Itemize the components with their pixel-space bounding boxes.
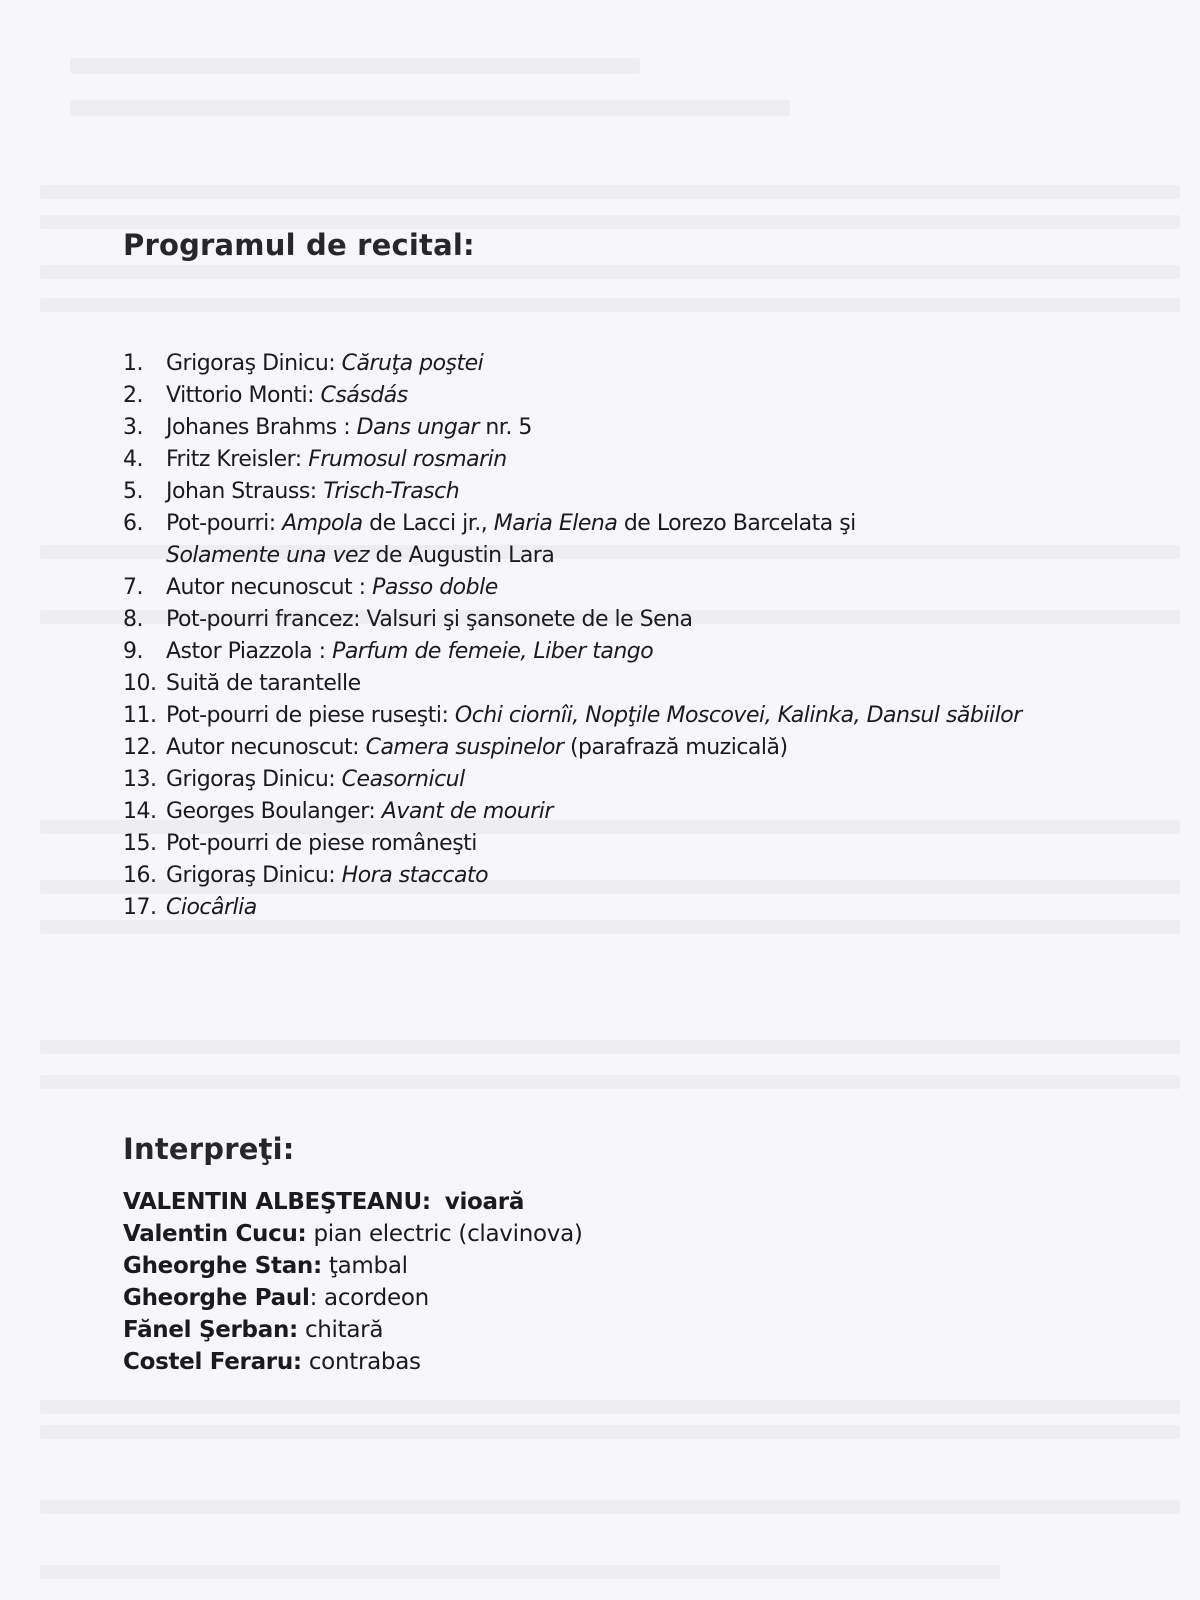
work-title: Căruţa poştei [341,351,484,376]
bleed-through-texture [40,1425,1180,1439]
program-item-number: 13. [123,767,157,792]
program-text: Pot-pourri de piese româneşti [166,831,477,856]
program-item [123,444,1173,476]
bleed-through-texture [40,1500,1180,1514]
program-item [123,604,1173,636]
program-item-number: 10. [123,671,157,696]
program-item-text [166,639,653,664]
program-item-number: 6. [123,511,143,536]
bleed-through-texture [70,100,790,116]
program-text: Autor necunoscut : [166,575,373,600]
program-text: (parafrază muzicală) [563,735,788,760]
program-item [123,476,1173,508]
program-item [123,668,1173,700]
program-item-number: 14. [123,799,157,824]
program-item-text [166,767,465,792]
program-text: Pot-pourri francez: Valsuri şi şansonete de le Sena [166,607,693,632]
performers-heading: Interpreţi: [123,1132,295,1166]
program-item-text [166,383,408,408]
program-item-number: 11. [123,703,157,728]
bleed-through-texture [40,298,1180,312]
work-title: Ceasornicul [341,767,465,792]
performer-row [123,1346,583,1378]
program-text: Vittorio Monti: [166,383,321,408]
program-item-text [166,511,856,536]
program-text: Fritz Kreisler: [166,447,309,472]
program-item-text [166,447,507,472]
performer-name: Gheorghe Paul [123,1285,310,1311]
performer-name: VALENTIN ALBEŞTEANU: [123,1189,431,1215]
program-item-number: 8. [123,607,143,632]
bleed-through-texture [40,1040,1180,1054]
program-item-number: 17. [123,895,157,920]
program-item [123,636,1173,668]
program-text: Grigoraş Dinicu: [166,351,342,376]
program-item-text [166,415,532,440]
program-item-text [166,831,477,856]
performer-instrument: contrabas [308,1349,421,1375]
program-text: Autor necunoscut: [166,735,366,760]
work-title: Avant de mourir [381,799,553,824]
program-item-number: 5. [123,479,143,504]
performer-instrument: chitară [304,1317,384,1343]
program-text: Grigoraş Dinicu: [166,863,342,888]
program-item-text [166,671,361,696]
performer-row [123,1186,583,1218]
program-text: de Augustin Lara [369,543,555,568]
program-item-number: 9. [123,639,143,664]
performer-instrument: pian electric (clavinova) [313,1221,583,1247]
program-item-text [166,351,483,376]
program-text: nr. 5 [478,415,532,440]
program-item-text [166,799,553,824]
performer-row [123,1218,583,1250]
performer-row [123,1314,583,1346]
program-text: de Lorezo Barcelata şi [617,511,856,536]
performer-instrument: ţambal [328,1253,408,1279]
performer-row [123,1282,583,1314]
bleed-through-texture [40,1400,1180,1414]
program-item-text [166,895,257,920]
program-text: Georges Boulanger: [166,799,382,824]
bleed-through-texture [70,58,640,74]
program-item [123,380,1173,412]
work-title: Frumosul rosmarin [308,447,507,472]
performer-name: Valentin Cucu: [123,1221,307,1247]
program-item-number: 1. [123,351,143,376]
program-text: Astor Piazzola : [166,639,333,664]
program-text: Suită de tarantelle [166,671,361,696]
work-title: Passo doble [372,575,498,600]
program-text: Pot-pourri de piese ruseşti: [166,703,455,728]
performer-name: Gheorghe Stan: [123,1253,322,1279]
program-item [123,700,1173,732]
bleed-through-texture [40,1075,1180,1089]
program-item-number: 15. [123,831,157,856]
program-item-number: 4. [123,447,143,472]
program-item-text [166,735,788,760]
program-item-text [166,863,488,888]
bleed-through-texture [40,185,1180,199]
program-item-number: 7. [123,575,143,600]
program-item-number: 3. [123,415,143,440]
work-title: Ampola [282,511,363,536]
work-title: Hora staccato [341,863,489,888]
bleed-through-texture [40,215,1180,229]
program-item-number: 16. [123,863,157,888]
work-title: Trisch-Trasch [323,479,460,504]
program-heading: Programul de recital: [123,228,475,262]
program-text: de Lacci jr., [362,511,494,536]
work-title: Solamente una vez [166,543,370,568]
program-item [123,764,1173,796]
performer-row [123,1250,583,1282]
program-text: Johanes Brahms : [166,415,357,440]
performer-instrument: : acordeon [309,1285,429,1311]
performer-name: Costel Feraru: [123,1349,302,1375]
program-item-text [166,575,498,600]
program-item [123,796,1173,828]
program-item [123,572,1173,604]
program-item-continuation [166,540,1173,572]
program-item [123,412,1173,444]
program-item [123,348,1173,380]
program-item [123,828,1173,860]
work-title: Maria Elena [493,511,618,536]
program-item [123,732,1173,764]
program-text: Johan Strauss: [166,479,324,504]
bleed-through-texture [40,265,1180,279]
program-item-number: 12. [123,735,157,760]
work-title: Ciocârlia [166,895,257,920]
work-title: Ochi ciornîi, Nopţile Moscovei, Kalinka, Dansul săbiilor [454,703,1022,728]
program-item-text [166,703,1022,728]
work-title: Csásdás [320,383,408,408]
performer-instrument: vioară [444,1189,525,1215]
program-item-text [166,479,459,504]
performer-name: Fănel Şerban: [123,1317,298,1343]
program-item [123,860,1173,892]
performers-list [123,1186,583,1378]
program-text: Pot-pourri: [166,511,283,536]
program-list [123,348,1173,924]
work-title: Dans ungar [356,415,479,440]
program-item [123,892,1173,924]
work-title: Parfum de femeie, Liber tango [332,639,654,664]
program-text: Grigoraş Dinicu: [166,767,342,792]
program-item-text [166,607,693,632]
program-item [123,508,1173,572]
bleed-through-texture [40,1565,1000,1579]
work-title: Camera suspinelor [365,735,564,760]
program-item-number: 2. [123,383,143,408]
